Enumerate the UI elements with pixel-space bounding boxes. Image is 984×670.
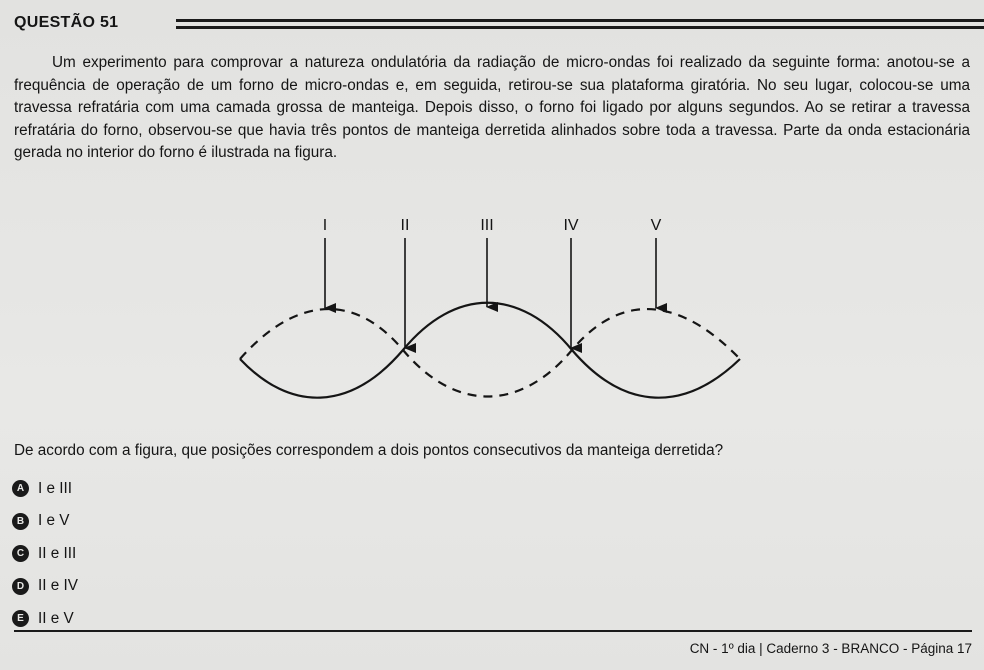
option-e-text: II e V bbox=[38, 609, 74, 627]
option-b-text: I e V bbox=[38, 512, 70, 529]
option-c-letter-badge: C bbox=[12, 545, 29, 562]
question-statement bbox=[14, 52, 970, 165]
question-header bbox=[14, 8, 972, 36]
position-label-I: I bbox=[322, 217, 328, 234]
position-label-IV: IV bbox=[563, 217, 579, 234]
option-d[interactable] bbox=[12, 575, 78, 598]
option-a[interactable] bbox=[12, 477, 78, 500]
wave-solid bbox=[240, 303, 740, 398]
standing-wave-diagram bbox=[230, 212, 750, 422]
option-a-letter-badge: A bbox=[12, 480, 29, 497]
position-label-V: V bbox=[650, 217, 662, 234]
statement-text: Um experimento para comprovar a natureza ondulatória da radiação de micro-ondas foi realizado da seguinte forma: anotou-se a frequência de operação de um forno de micro-ondas e, em seguida, retirou-se sua plataforma giratória. No seu lugar, colocou-se uma travessa refratária com uma camada grossa de manteiga. Depois disso, o forno foi ligado por alguns segundos. Ao se retirar a travessa refratária do forno, observou-se que havia três pontos de manteiga derretida alinhados sobre toda a travessa. Parte da onda estacionária gerada no interior do forno é ilustrada na figura. bbox=[14, 54, 970, 161]
option-e[interactable] bbox=[12, 607, 78, 630]
page-footer: CN - 1º dia | Caderno 3 - BRANCO - Página 17 bbox=[689, 641, 972, 656]
question-prompt: De acordo com a figura, que posições correspondem a dois pontos consecutivos da manteiga derretida? bbox=[14, 442, 724, 459]
option-d-text: II e IV bbox=[38, 577, 78, 594]
answer-options bbox=[12, 477, 78, 640]
option-c[interactable] bbox=[12, 542, 78, 565]
position-label-III: III bbox=[480, 217, 494, 234]
option-b[interactable] bbox=[12, 510, 78, 533]
option-b-letter-badge: B bbox=[12, 513, 29, 530]
standing-wave-figure bbox=[230, 212, 750, 422]
wave-dashed bbox=[240, 309, 740, 396]
option-c-text: II e III bbox=[38, 544, 77, 562]
position-label-II: II bbox=[400, 217, 410, 234]
option-a-text: I e III bbox=[38, 479, 73, 497]
header-double-rule bbox=[176, 19, 984, 29]
option-d-letter-badge: D bbox=[12, 578, 29, 595]
footer-rule bbox=[14, 630, 972, 632]
question-number: QUESTÃO 51 bbox=[14, 14, 119, 31]
option-e-letter-badge: E bbox=[12, 610, 29, 627]
